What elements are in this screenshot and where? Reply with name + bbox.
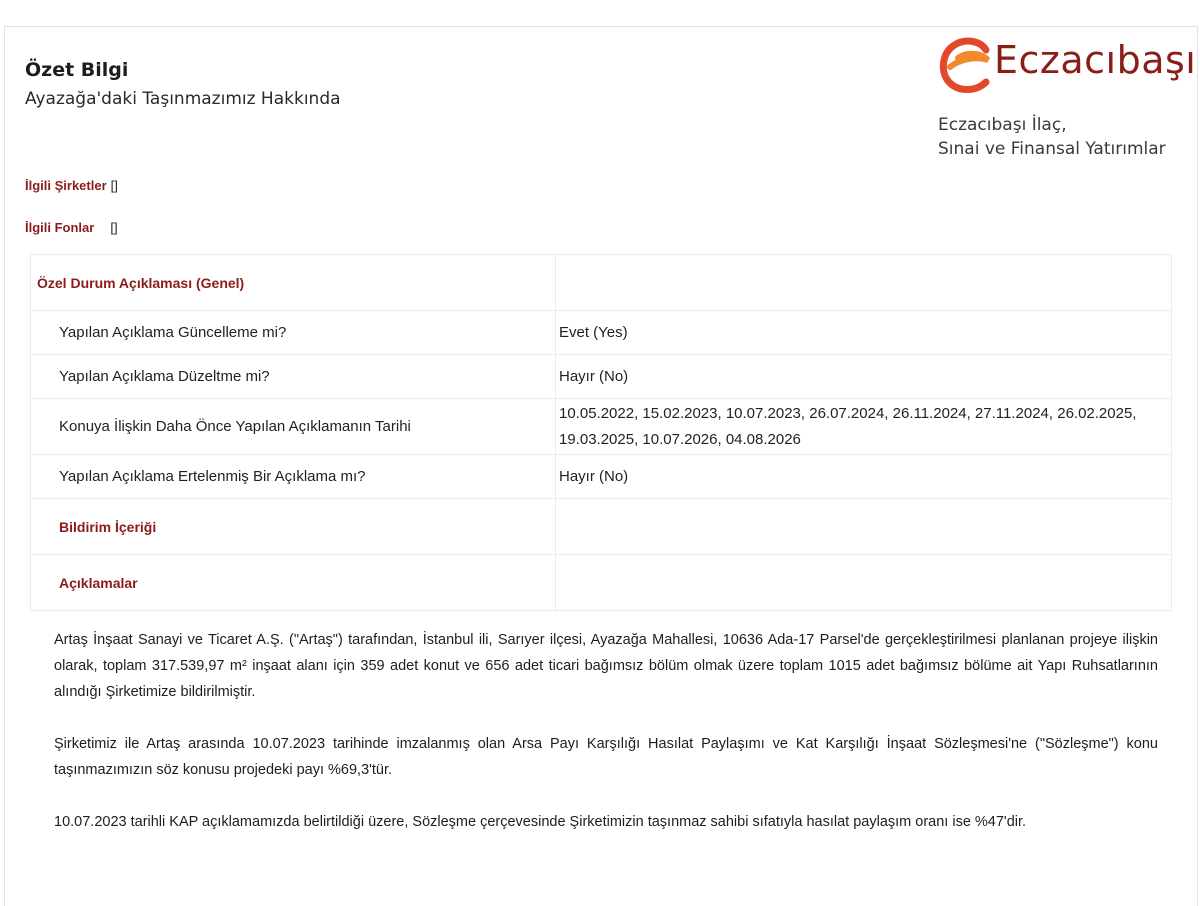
related-funds-label[interactable]: İlgili Fonlar	[25, 220, 95, 235]
body-paragraph: Artaş İnşaat Sanayi ve Ticaret A.Ş. ("Artaş") tarafından, İstanbul ili, Sarıyer ilçesi, Ayazağa Mahallesi, 10636 Ada-17 Parsel'de gerçekleştirilmesi planlanan projeye ilişkin olarak, toplam 317.539,97 m² inşaat alanı için 359 adet konut ve 656 adet ticari bağımsız bölüm olmak üzere toplam 1015 adet bağımsız bölüme ait Yapı Ruhsatlarının alındığı Şirketimize bildirilmiştir.	[54, 632, 1158, 700]
disclosure-table	[30, 254, 1172, 611]
table-row	[31, 311, 1172, 355]
company-name-line-1: Eczacıbaşı İlaç,	[938, 115, 1067, 135]
related-companies	[25, 178, 118, 193]
company-name-line-2: Sınai ve Finansal Yatırımlar	[938, 139, 1166, 159]
related-funds-value: []	[110, 220, 118, 235]
company-logo	[936, 34, 1197, 94]
table-section-row	[31, 499, 1172, 555]
eczacibasi-e-logo-icon	[936, 34, 996, 94]
table-row	[31, 455, 1172, 499]
section-explanations-header: Açıklamalar	[31, 555, 556, 611]
section-content-header: Bildirim İçeriği	[31, 499, 556, 555]
row-value: Hayır (No)	[556, 355, 1172, 399]
page-title: Özet Bilgi	[25, 59, 129, 81]
table-section-row	[31, 555, 1172, 611]
section-content-empty	[556, 499, 1172, 555]
related-companies-value: []	[110, 178, 118, 193]
related-companies-label[interactable]: İlgili Şirketler	[25, 178, 107, 193]
row-label: Yapılan Açıklama Ertelenmiş Bir Açıklama mı?	[31, 455, 556, 499]
table-section-row	[31, 255, 1172, 311]
section-explanations-empty	[556, 555, 1172, 611]
row-value: 10.05.2022, 15.02.2023, 10.07.2023, 26.07.2024, 26.11.2024, 27.11.2024, 26.02.2025, 19.03.2025, 10.07.2026, 04.08.2026	[556, 399, 1172, 455]
table-row	[31, 355, 1172, 399]
section-general-header: Özel Durum Açıklaması (Genel)	[31, 255, 556, 311]
row-label: Yapılan Açıklama Düzeltme mi?	[31, 355, 556, 399]
section-general-empty	[556, 255, 1172, 311]
row-value: Evet (Yes)	[556, 311, 1172, 355]
body-paragraph: Şirketimiz ile Artaş arasında 10.07.2023 tarihinde imzalanmış olan Arsa Payı Karşılığı Hasılat Paylaşımı ve Kat Karşılığı İnşaat Sözleşmesi'ne ("Sözleşme") konu taşınmazımızın söz konusu projedeki payı %69,3'tür.	[54, 736, 1158, 778]
table-row	[31, 399, 1172, 455]
related-funds	[25, 220, 118, 235]
page-subtitle: Ayazağa'daki Taşınmazımız Hakkında	[25, 89, 341, 109]
row-label: Yapılan Açıklama Güncelleme mi?	[31, 311, 556, 355]
logo-wordmark: Eczacıbaşı	[994, 38, 1197, 82]
body-paragraph: 10.07.2023 tarihli KAP açıklamamızda belirtildiği üzere, Sözleşme çerçevesinde Şirketimizin taşınmaz sahibi sıfatıyla hasılat paylaşım oranı ise %47'dir.	[54, 814, 1027, 830]
row-value: Hayır (No)	[556, 455, 1172, 499]
explanation-body	[54, 627, 1158, 861]
row-label: Konuya İlişkin Daha Önce Yapılan Açıklamanın Tarihi	[31, 399, 556, 455]
company-name	[938, 113, 1166, 161]
